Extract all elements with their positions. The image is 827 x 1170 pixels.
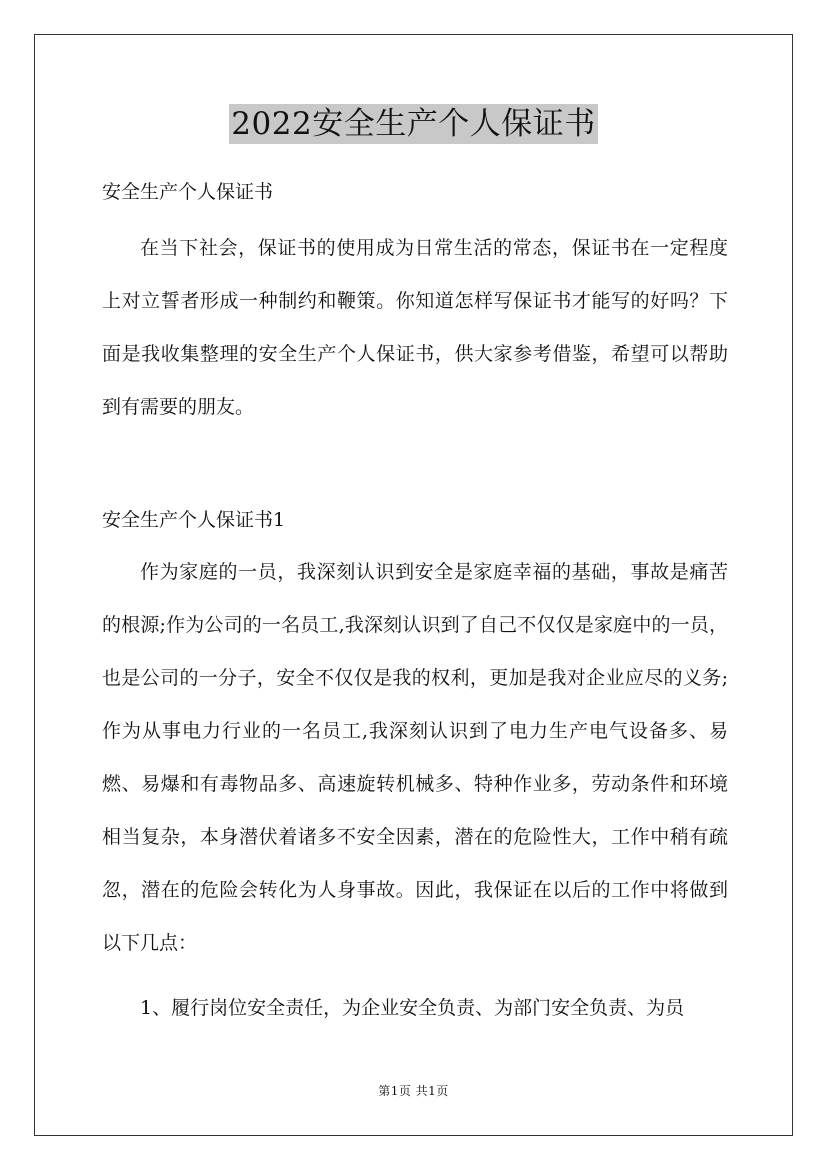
section-1-paragraph: 作为家庭的一员，我深刻认识到安全是家庭幸福的基础，事故是痛苦的根源;作为公司的一名员工,我深刻认识到了自己不仅仅是家庭中的一员，也是公司的一分子，安全不仅仅是我的权利，更加是我对企业应尽的义务;作为从事电力行业的一名员工,我深刻认识到了电力生产电气设备多、易燃、易爆和有毒物品多、高速旋转机械多、特种作业多，劳动条件和环境相当复杂，本身潜伏着诸多不安全因素，潜在的危险性大，工作中稍有疏忽，潜在的危险会转化为人身事故。因此，我保证在以后的工作中将做到以下几点： [102,561,728,954]
document-subtitle: 安全生产个人保证书 [102,181,274,203]
title-container [0,104,827,144]
document-title: 2022安全生产个人保证书 [231,106,596,142]
intro-paragraph: 在当下社会，保证书的使用成为日常生活的常态，保证书在一定程度上对立誓者形成一种制约和鞭策。你知道怎样写保证书才能写的好吗？下面是我收集整理的安全生产个人保证书，供大家参考借鉴，希望可以帮助到有需要的朋友。 [102,237,728,418]
list-item-1: 1、履行岗位安全责任，为企业安全负责、为部门安全负责、为员 [140,997,685,1019]
section-heading-1: 安全生产个人保证书1 [102,509,286,531]
page-footer: 第1页 共1页 [378,1084,449,1098]
